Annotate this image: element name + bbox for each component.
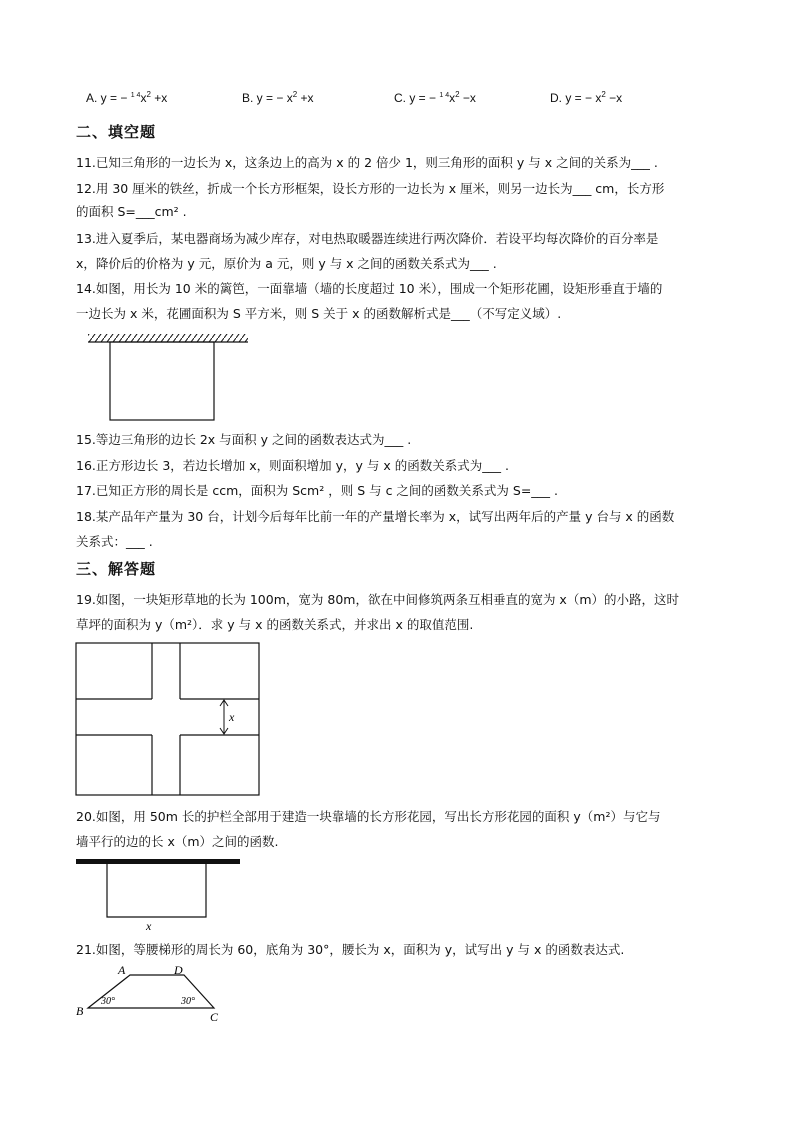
option-c-exp: 2 xyxy=(455,90,460,99)
option-b-suffix: +x xyxy=(297,91,314,105)
option-a-var: x xyxy=(140,91,147,105)
question-12-line-2: 的面积 S=___cm² . xyxy=(76,204,187,219)
question-20-line-1: 20.如图，用 50m 长的护栏全部用于建造一块靠墙的长方形花园，写出长方形花园的面积 y（m²）与它与 xyxy=(76,809,661,824)
wall-bar xyxy=(76,859,240,864)
option-d xyxy=(550,90,622,105)
option-c-suffix: −x xyxy=(459,91,476,105)
question-21-line-1: 21.如图，等腰梯形的周长为 60，底角为 30°，腰长为 x，面积为 y，试写出 y 与 x 的函数表达式. xyxy=(76,942,625,957)
road-width-label: x xyxy=(229,710,235,724)
option-a xyxy=(86,90,167,105)
question-20-line-2: 墙平行的边的长 x（m）之间的函数. xyxy=(76,834,279,849)
option-a-prefix: A. y = − xyxy=(86,91,128,105)
q21-figure xyxy=(74,960,234,1026)
option-c-var: x xyxy=(449,91,456,105)
question-16: 16.正方形边长 3，若边长增加 x，则面积增加 y，y 与 x 的函数关系式为___ . xyxy=(76,458,509,473)
question-17: 17.已知正方形的周长是 ccm，面积为 Scm² ，则 S 与 c 之间的函数关系式为 S=___ . xyxy=(76,483,558,498)
option-d-suffix: −x xyxy=(605,91,623,105)
vertex-d-label: D xyxy=(174,963,183,977)
option-d-prefix: D. y = − x xyxy=(550,91,602,105)
section-heading-solve: 三、解答题 xyxy=(76,560,157,578)
wall-hatching xyxy=(88,334,248,342)
q20-figure xyxy=(74,856,246,932)
option-d-exp: 2 xyxy=(601,90,606,99)
option-c-fraction: 1 4 xyxy=(439,92,450,99)
q19-figure xyxy=(74,640,264,800)
question-11: 11.已知三角形的一边长为 x，这条边上的高为 x 的 2 倍少 1，则三角形的面积 y 与 x 之间的关系为___ . xyxy=(76,155,658,170)
option-a-exp: 2 xyxy=(146,90,151,99)
garden-outline xyxy=(107,864,206,917)
question-14-line-1: 14.如图，用长为 10 米的篱笆，一面靠墙（墙的长度超过 10 米），围成一个矩形花圃，设矩形垂直于墙的 xyxy=(76,281,663,296)
question-12-line-1: 12.用 30 厘米的铁丝，折成一个长方形框架，设长方形的一边长为 x 厘米，则另一边长为___ cm，长方形 xyxy=(76,181,665,196)
angle-right-label: 30° xyxy=(181,996,195,1007)
angle-left-label: 30° xyxy=(101,996,115,1007)
option-c xyxy=(394,90,476,105)
option-a-fraction: 1 4 xyxy=(130,92,141,99)
parallel-side-label: x xyxy=(146,919,152,932)
q14-figure xyxy=(80,330,260,426)
question-13-line-1: 13.进入夏季后，某电器商场为减少库存，对电热取暖器连续进行两次降价．若设平均每次降价的百分率是 xyxy=(76,231,659,246)
vertex-b-label: B xyxy=(76,1004,84,1018)
garden-rectangle xyxy=(110,342,214,420)
section-heading-fill-blank: 二、填空题 xyxy=(76,123,157,141)
option-c-prefix: C. y = − xyxy=(394,91,437,105)
question-18-line-1: 18.某产品年产量为 30 台，计划今后每年比前一年的产量增长率为 x，试写出两年后的产量 y 台与 x 的函数 xyxy=(76,509,675,524)
question-19-line-2: 草坪的面积为 y（m²）．求 y 与 x 的函数关系式，并求出 x 的取值范围. xyxy=(76,617,474,632)
question-15: 15.等边三角形的边长 2x 与面积 y 之间的函数表达式为___ . xyxy=(76,432,412,447)
option-b-exp: 2 xyxy=(292,90,298,99)
question-19-line-1: 19.如图，一块矩形草地的长为 100m，宽为 80m，欲在中间修筑两条互相垂直的宽为 x（m）的小路，这时 xyxy=(76,592,679,607)
option-b xyxy=(242,90,314,105)
option-b-prefix: B. y = − x xyxy=(242,91,293,105)
option-a-suffix: +x xyxy=(150,91,168,105)
question-18-line-2: 关系式：___ . xyxy=(76,534,153,549)
vertex-a-label: A xyxy=(118,963,126,977)
question-13-line-2: x，降价后的价格为 y 元，原价为 a 元，则 y 与 x 之间的函数关系式为___ . xyxy=(76,256,497,271)
vertex-c-label: C xyxy=(210,1010,219,1024)
question-14-line-2: 一边长为 x 米，花圃面积为 S 平方米，则 S 关于 x 的函数解析式是___（不写定义域）. xyxy=(76,306,562,321)
